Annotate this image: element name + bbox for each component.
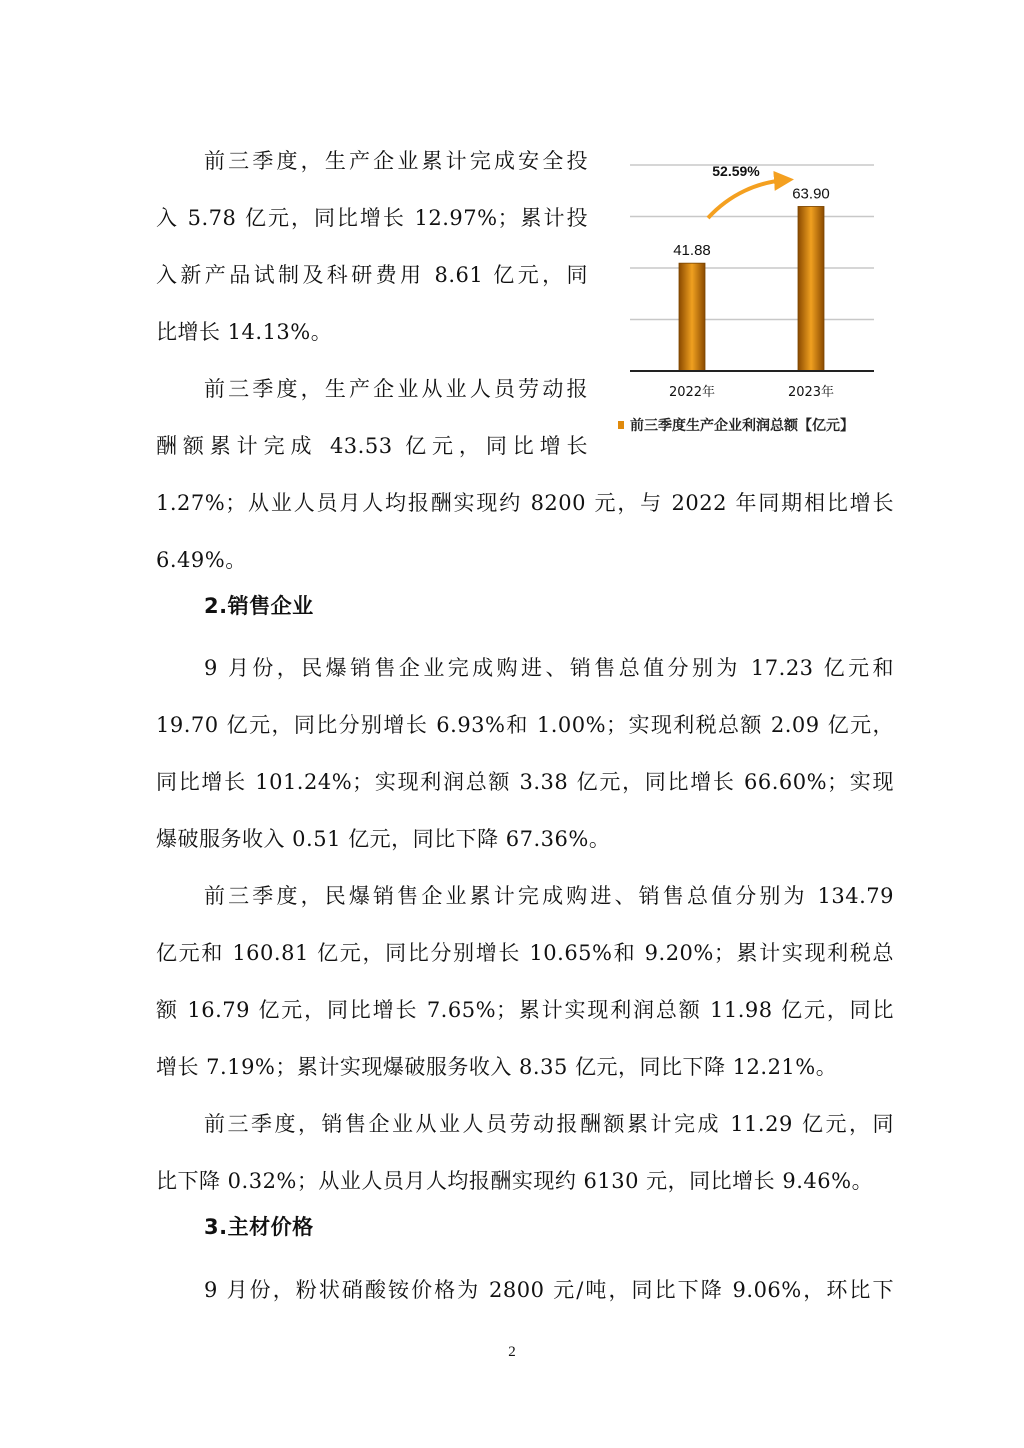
para-2-line-4: 6.49%。 xyxy=(156,548,247,572)
growth-label: 52.59% xyxy=(712,163,760,179)
chart-x-labels xyxy=(669,384,834,400)
page-number: 2 xyxy=(508,1344,516,1360)
s2-para-1-line-4: 爆破服务收入 0.51 亿元，同比下降 67.36%。 xyxy=(156,827,611,851)
bar-2022年 xyxy=(679,263,705,371)
chart-bars xyxy=(679,206,824,371)
profit-bar-chart xyxy=(618,150,898,450)
x-label-2022年: 2022年 xyxy=(668,385,716,400)
chart-legend: 前三季度生产企业利润总额【亿元】 xyxy=(630,418,854,434)
s2-para-3-line-2: 比下降 0.32%；从业人员月人均报酬实现约 6130 元，同比增长 9.46%。 xyxy=(156,1169,874,1193)
para-2-line-2: 酬额累计完成 43.53 亿元，同比增长 xyxy=(156,434,588,458)
section-3-heading: 3.主材价格 xyxy=(204,1215,314,1239)
s3-para-1-line-1: 9 月份，粉状硝酸铵价格为 2800 元/吨，同比下降 9.06%，环比下 xyxy=(204,1278,894,1302)
s2-para-3-line-1: 前三季度，销售企业从业人员劳动报酬额累计完成 11.29 亿元，同 xyxy=(204,1112,894,1136)
s2-para-2-line-3: 额 16.79 亿元，同比增长 7.65%；累计实现利润总额 11.98 亿元，同比 xyxy=(156,998,894,1022)
para-1-line-1: 前三季度，生产企业累计完成安全投 xyxy=(204,149,588,173)
value-label-2023年: 63.90 xyxy=(792,185,830,203)
para-1-line-2: 入 5.78 亿元，同比增长 12.97%；累计投 xyxy=(156,206,588,230)
para-1-line-4: 比增长 14.13%。 xyxy=(156,320,333,344)
para-2-line-1: 前三季度，生产企业从业人员劳动报 xyxy=(204,377,588,401)
s2-para-1-line-3: 同比增长 101.24%；实现利润总额 3.38 亿元，同比增长 66.60%；实现 xyxy=(156,770,894,794)
para-2-line-3: 1.27%；从业人员月人均报酬实现约 8200 元，与 2022 年同期相比增长 xyxy=(156,491,894,515)
growth-arrow xyxy=(708,180,786,218)
section-2-heading: 2.销售企业 xyxy=(204,594,314,618)
s2-para-2-line-4: 增长 7.19%；累计实现爆破服务收入 8.35 亿元，同比下降 12.21%。 xyxy=(156,1055,838,1079)
s2-para-2-line-2: 亿元和 160.81 亿元，同比分别增长 10.65%和 9.20%；累计实现利税总 xyxy=(156,941,894,965)
para-1-line-3: 入新产品试制及科研费用 8.61 亿元，同 xyxy=(156,263,588,287)
bar-2023年 xyxy=(798,206,824,371)
s2-para-1-line-1: 9 月份，民爆销售企业完成购进、销售总值分别为 17.23 亿元和 xyxy=(204,656,894,680)
legend-swatch xyxy=(618,421,624,429)
s2-para-1-line-2: 19.70 亿元，同比分别增长 6.93%和 1.00%；实现利税总额 2.09 亿元， xyxy=(156,713,894,737)
s2-para-2-line-1: 前三季度，民爆销售企业累计完成购进、销售总值分别为 134.79 xyxy=(204,884,894,908)
x-label-2023年: 2023年 xyxy=(787,385,835,400)
value-label-2022年: 41.88 xyxy=(673,242,711,260)
